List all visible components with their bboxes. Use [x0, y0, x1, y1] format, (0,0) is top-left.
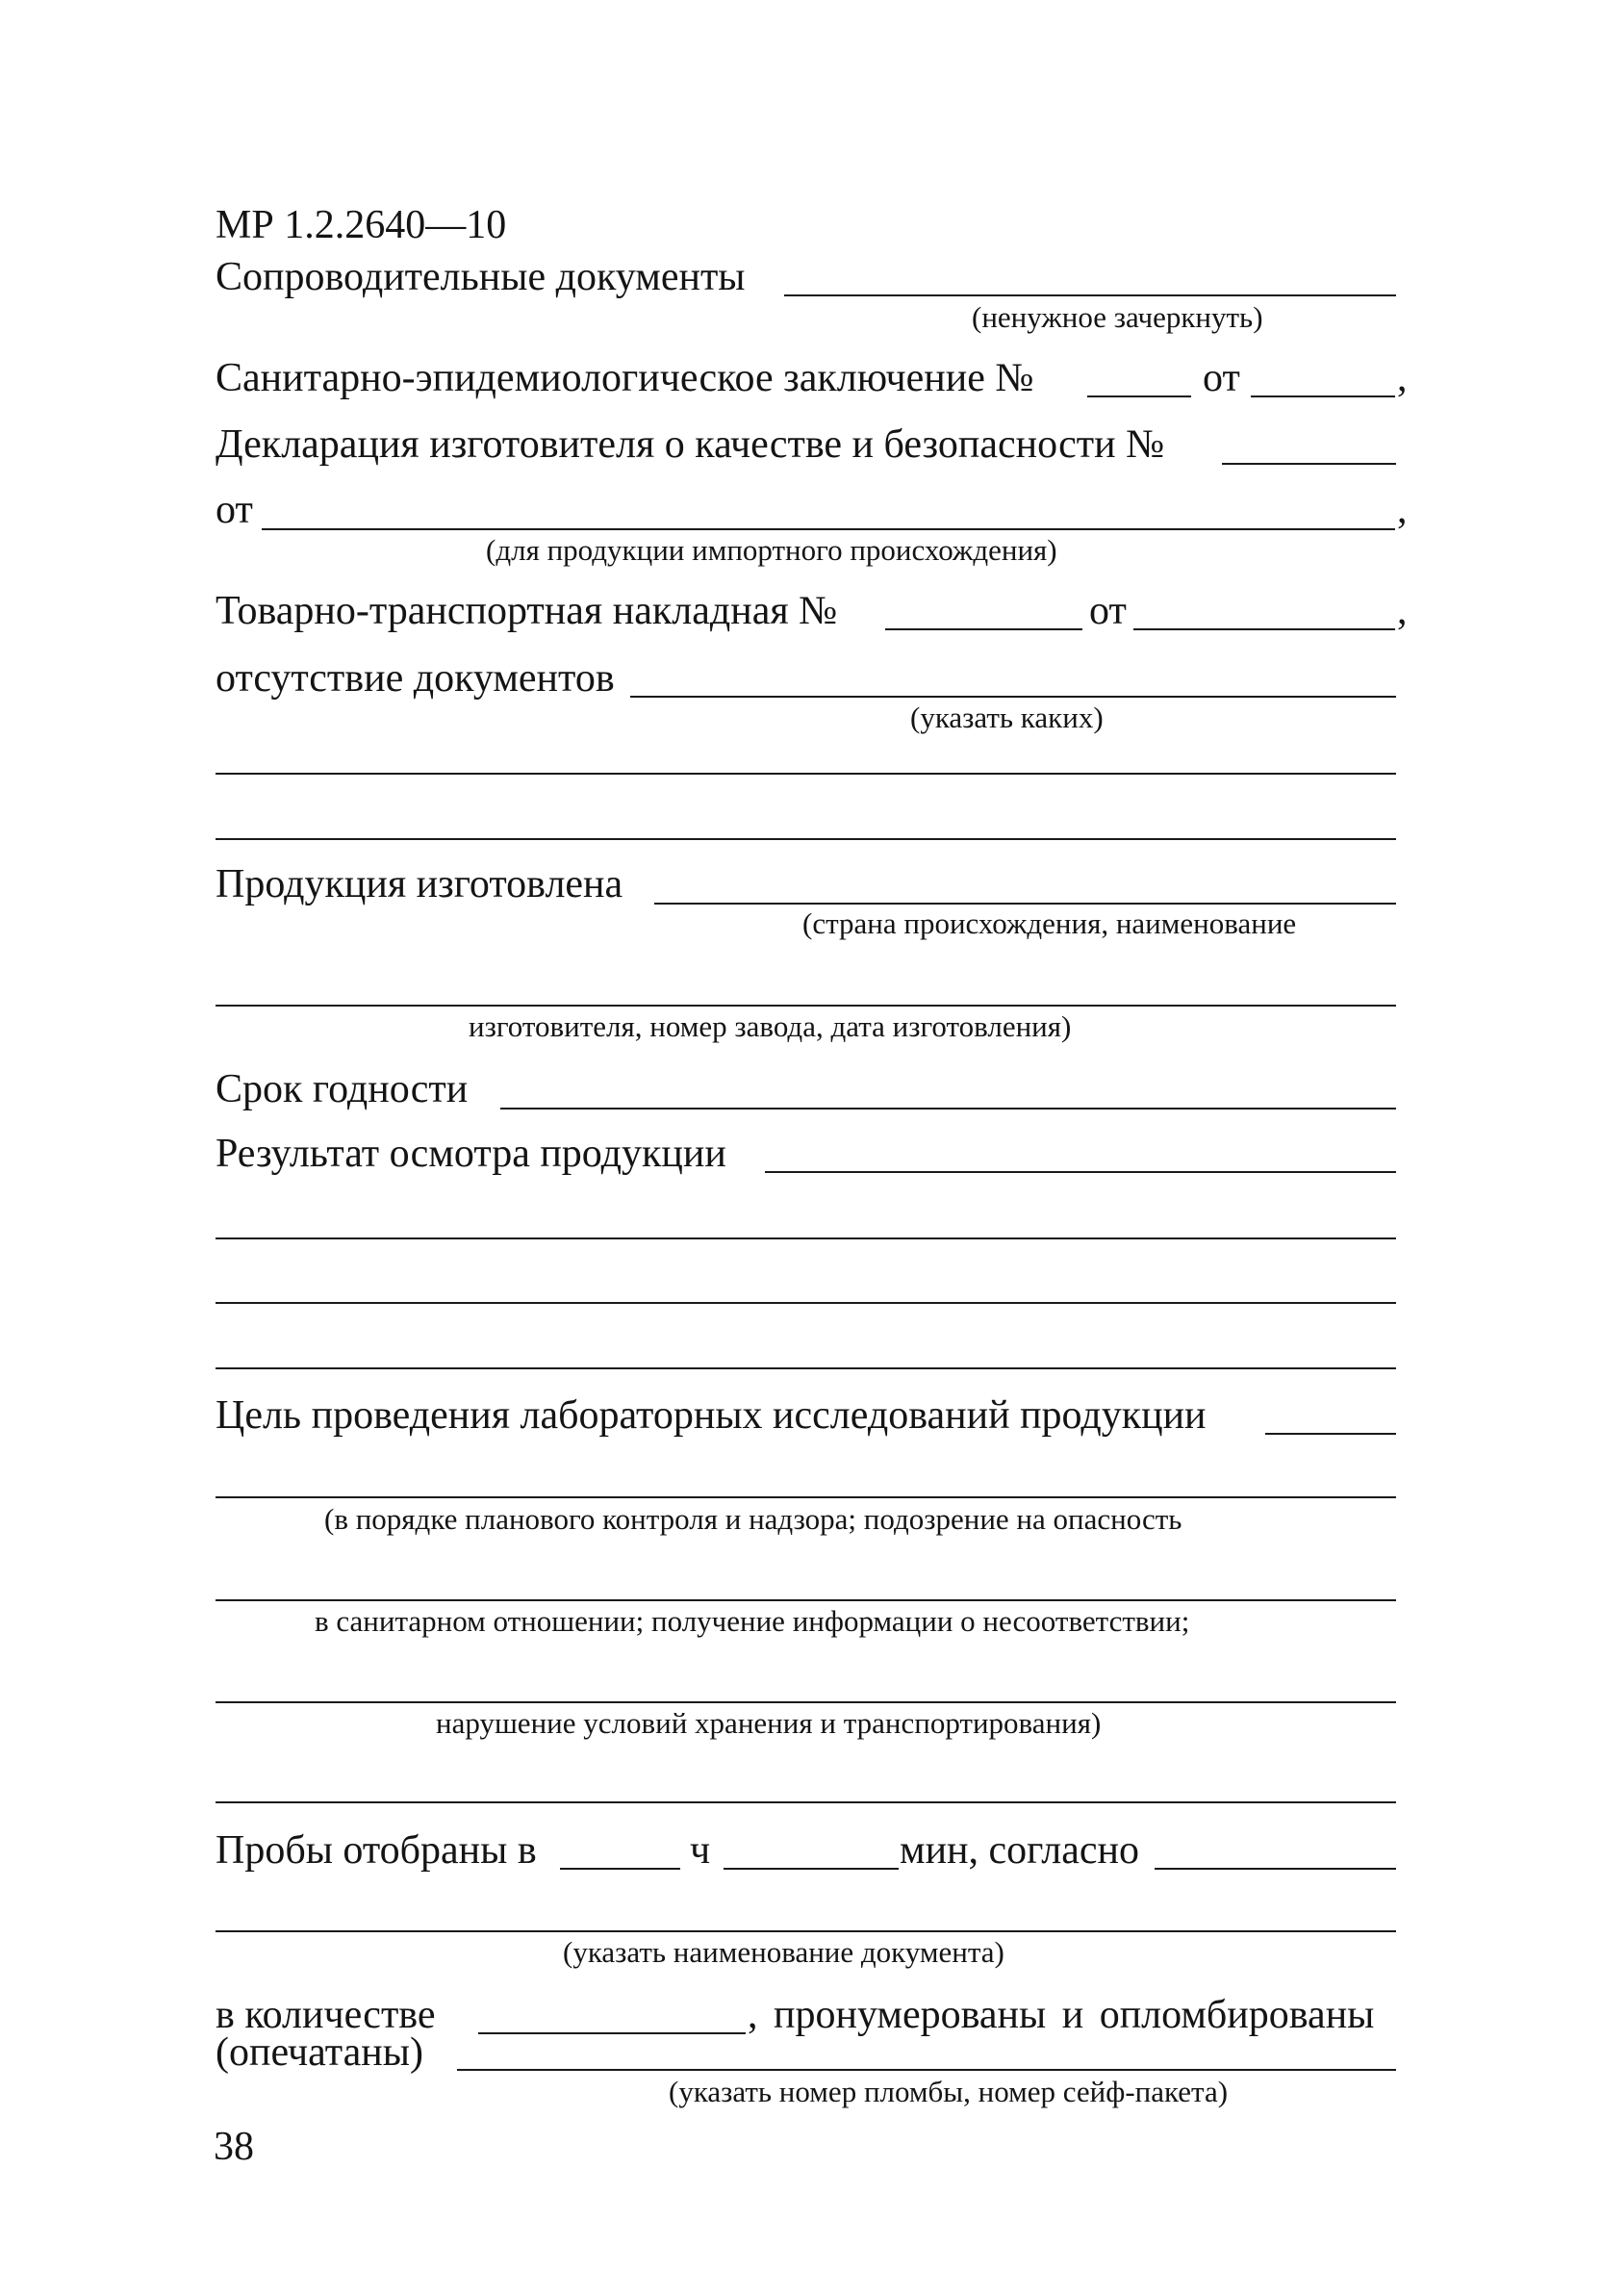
seal-hint: (указать номер пломбы, номер сейф-пакета): [669, 2075, 1229, 2108]
waybill-from-label: от: [1089, 589, 1127, 633]
no-documents-label: отсутствие документов: [216, 656, 615, 701]
blank-line[interactable]: [216, 1237, 1396, 1239]
lab-hint-3: нарушение условий хранения и транспортирования): [436, 1706, 1102, 1740]
according-document-line[interactable]: [1155, 1868, 1396, 1870]
samples-taken-label: Пробы отобраны в: [216, 1828, 537, 1873]
sanitary-from-label: от: [1203, 356, 1240, 400]
blank-line[interactable]: [216, 1302, 1396, 1304]
shelf-life-line[interactable]: [500, 1108, 1396, 1110]
declaration-number-line[interactable]: [1222, 463, 1396, 465]
hours-line[interactable]: [560, 1868, 680, 1870]
manufactured-hint-1: (страна происхождения, наименование: [802, 906, 1297, 940]
doc-name-hint: (указать наименование документа): [563, 1935, 1004, 1969]
blank-line[interactable]: [216, 1367, 1396, 1369]
which-hint: (указать каких): [910, 701, 1104, 734]
sanitary-conclusion-label: Санитарно-эпидемиологическое заключение №: [216, 356, 1034, 400]
minutes-line[interactable]: [724, 1868, 899, 1870]
manufactured-hint-2: изготовителя, номер завода, дата изготовления): [469, 1009, 1072, 1043]
quantity-line[interactable]: [478, 2032, 746, 2034]
waybill-number-line[interactable]: [885, 628, 1082, 630]
declaration-from-label: от: [216, 488, 253, 532]
shelf-life-label: Срок годности: [216, 1067, 469, 1111]
declaration-label: Декларация изготовителя о качестве и безопасности №: [216, 422, 1165, 467]
blank-line[interactable]: [216, 1801, 1396, 1803]
inspection-result-line[interactable]: [765, 1171, 1396, 1173]
page-number: 38: [214, 2125, 254, 2169]
declaration-date-line[interactable]: [262, 528, 1395, 530]
blank-line[interactable]: [216, 1930, 1396, 1932]
inspection-result-label: Результат осмотра продукции: [216, 1132, 726, 1176]
manufactured-line[interactable]: [654, 903, 1396, 905]
blank-line[interactable]: [216, 773, 1396, 775]
stamped-label: (опечатаны): [216, 2030, 423, 2075]
blank-line[interactable]: [216, 1701, 1396, 1703]
blank-line[interactable]: [216, 1005, 1396, 1007]
minutes-according-label: мин, согласно: [900, 1828, 1139, 1873]
accompanying-docs-hint: (ненужное зачеркнуть): [972, 300, 1263, 334]
waybill-label: Товарно-транспортная накладная №: [216, 589, 838, 633]
accompanying-docs-line[interactable]: [784, 294, 1396, 296]
manufactured-label: Продукция изготовлена: [216, 862, 623, 906]
no-documents-line[interactable]: [630, 696, 1396, 698]
accompanying-docs-label: Сопроводительные документы: [216, 255, 746, 299]
lab-hint-1: (в порядке планового контроля и надзора; подозрение на опасность: [324, 1502, 1182, 1536]
lab-purpose-label: Цель проведения лабораторных исследований продукции: [216, 1393, 1207, 1438]
seal-number-line[interactable]: [457, 2069, 1396, 2071]
hours-label: ч: [690, 1828, 711, 1873]
numbered-sealed-label: , пронумерованы и опломбированы: [748, 1993, 1375, 2037]
blank-line[interactable]: [216, 1496, 1396, 1498]
waybill-date-line[interactable]: [1133, 628, 1395, 630]
sanitary-date-line[interactable]: [1251, 395, 1395, 397]
blank-line[interactable]: [216, 1599, 1396, 1601]
comma: ,: [1397, 589, 1408, 633]
blank-line[interactable]: [216, 838, 1396, 840]
lab-purpose-line[interactable]: [1265, 1433, 1396, 1435]
import-hint: (для продукции импортного происхождения): [486, 533, 1057, 567]
comma: ,: [1397, 488, 1408, 532]
document-code: МР 1.2.2640—10: [216, 203, 507, 247]
lab-hint-2: в санитарном отношении; получение информации о несоответствии;: [315, 1604, 1190, 1638]
comma: ,: [1397, 356, 1408, 400]
sanitary-number-line[interactable]: [1087, 395, 1191, 397]
quantity-label: в количестве: [216, 1993, 436, 2037]
